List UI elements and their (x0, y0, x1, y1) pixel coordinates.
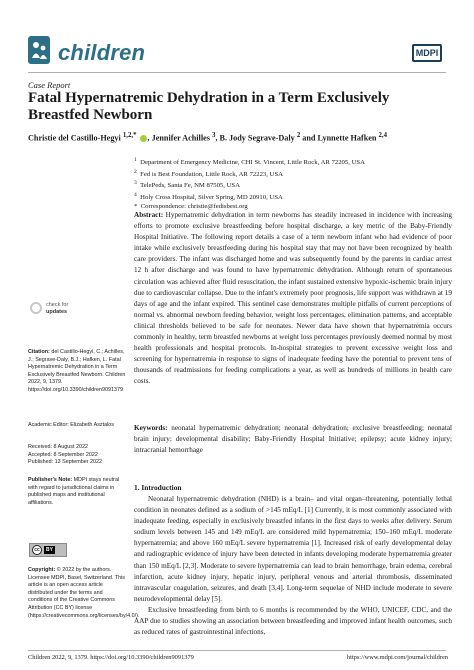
journal-name[interactable]: children (58, 40, 146, 65)
copyright-block: Copyright: © 2022 by the authors. Licensee MDPI, Basel, Switzerland. This article is an open access article distributed under the terms and conditions of the Creative Commons Attribution (CC BY) license (https://creativecommons.org/licenses/by/4.0/). (28, 567, 140, 619)
check-for-updates-icon[interactable] (30, 302, 42, 314)
author-affil-sup: 2 (296, 132, 301, 139)
paragraph: Exclusive breastfeeding from birth to 6 months is recommended by the WHO, UNICEF, CDC, and the AAP due to studies showing an association between breastfeeding and improved infant health outcomes, such as reduced rates of gastrointestinal infections, (134, 605, 452, 637)
mdpi-logo[interactable]: MDPI (412, 44, 442, 62)
introduction-body (134, 494, 452, 638)
publisher-note: Publisher's Note: MDPI stays neutral with regard to jurisdictional claims in published maps and institutional affiliations. (28, 477, 120, 506)
section-heading: 1. Introduction (134, 483, 182, 492)
author-list: Christie del Castillo-Hegyi $^{1,2,*}$ , Jennifer Achilles $^3$, B. Jody Segrave-Daly $^2$ and Lynnette Hafken $^{2,4}$ (28, 132, 388, 143)
article-type: Case Report (28, 80, 71, 90)
accepted-date: Accepted: 8 September 2022 (28, 451, 98, 458)
author-name[interactable]: Jennifer Achilles (151, 133, 210, 143)
abstract (134, 210, 452, 388)
keywords-text: neonatal hypernatremic dehydration; neonatal dehydration; exclusive breastfeeding; neonatal brain injury; developmental disability; Baby-Friendly Hospital Initiative; epilepsy; acute kidney injury; intracranial hemorrhage (134, 424, 453, 455)
article-title: Fatal Hypernatremic Dehydration in a Term Exclusively Breastfed Newborn (28, 90, 390, 123)
dates-block (28, 444, 128, 467)
cc-by-license-badge[interactable] (29, 543, 67, 557)
check-for-updates-badge[interactable]: check for updates (46, 302, 69, 315)
affiliation-item: $^3$ TelePeds, Santa Fe, NM 87505, USA (134, 180, 240, 190)
cc-icon: cc (32, 545, 42, 555)
correspondence: * Correspondence: christie@fedisbest.org (134, 202, 248, 210)
author-name[interactable]: B. Jody Segrave-Daly (219, 133, 295, 143)
citation-block (28, 349, 128, 395)
footer-journal-link[interactable]: https://www.mdpi.com/journal/children (346, 654, 448, 661)
header-divider (28, 72, 446, 73)
keywords-label: Keywords: (134, 424, 168, 432)
affiliation-item: $^2$ Fed is Best Foundation, Little Rock, AR 72223, USA (134, 168, 283, 178)
citation-text: del Castillo-Hegyi, C.; Achilles, J.; Segrave-Daly, B.J.; Hafken, L. Fatal Hypernatremic Dehydration in a Term Exclusively Breastfed Newborn. Children 2022, 9, 1379. https://doi.org/10.3390/children9091379 (28, 349, 126, 393)
author-name[interactable]: Christie del Castillo-Hegyi (28, 133, 121, 143)
affiliation-item: $^1$ Department of Emergency Medicine, CHI St. Vincent, Little Rock, AR 72205, USA (134, 157, 365, 167)
paragraph: Neonatal hypernatremic dehydration (NHD) is a brain– and vital organ–threatening, potentially lethal condition in neonates defined as a sodium of >145 mEq/L [1] Currently, it is most commonly associated with inadequate feeding, especially in exclusively breastfed infants in the first days to weeks after delivery. Serum sodium levels between 145 and 149 mEq/L are considered mild hypernatremia; 150–160 mEq/L moderate hypernatremia; and above 160 mEq/L severe hypernatremia [1]. Increased risk of early developmental delay and radiographic evidence of injury have been detected in infants developing moderate hypernatremia greater than 150 mEq/L [2,3]. Moderate to severe hypernatremia can lead to brain hemorrhage, brain edema, cerebral infarction, acute kidney injury, hepatic injury, peripheral venous and arterial thrombosis, disseminated intravascular coagulation, seizures, and death [3,4]. Long-term sequelae of NHD include moderate to severe neurodevelopmental delay [5]. (134, 495, 452, 603)
author-name[interactable]: Lynnette Hafken (317, 133, 377, 143)
abstract-label: Abstract: (134, 211, 164, 219)
orcid-icon[interactable] (140, 135, 147, 142)
author-affil-sup: 3 (211, 132, 216, 139)
published-date: Published: 13 September 2022 (28, 459, 103, 466)
abstract-text: Hypernatremic dehydration in term newborns has steadily increased in incidence with increasing efforts to promote exclusive breastfeeding before hospital discharge, a key metric of the Baby-Friendly Hospital Initiative. The following report details a case of a term newborn infant who had evidence of poor intake while exclusively breastfeeding during his hospital stay that may not have been recognized by health care providers. The infant was discharged home and was subsequently found by the parents in cardiac arrest 12 h after discharge and was found to have hypernatremic dehydration. Although return of spontaneous circulation was achieved after fluid resuscitation, the infant sustained extensive hypoxic-ischemic brain injury due to cardiovascular collapse. Due to the infant's extremely poor prognosis, life support was withdrawn at 19 days of age and the infant expired. This sentinel case demonstrates multiple pitfalls of current perceptions of normal vs. abnormal newborn feeding behavior, weight loss percentages, elimination patterns, and acceptable clinical thresholds believed to be safe for neonates. Newer data have shown that hypernatremia occurs commonly in healthy, term breastfed newborns at weight loss percentages previously deemed normal by most health professionals and hospital protocols. In-hospital strategies to prevent excessive weight loss and screening for hypernatremia in response to signs of inadequate feeding have the potential to prevent tens of thousands of readmissions for feeding complications a year, as well as hundreds of millions in health care costs. (134, 211, 453, 386)
by-icon: BY (46, 547, 53, 553)
author-affil-sup: 1,2,* (122, 132, 137, 139)
received-date: Received: 8 August 2022 (28, 444, 88, 450)
footer-divider (28, 650, 446, 651)
author-affil-sup: 2,4 (378, 132, 388, 139)
citation-label: Citation: (28, 349, 50, 355)
affiliations (134, 156, 454, 211)
affiliation-item: $^4$ Holy Cross Hospital, Silver Spring, MD 20910, USA (134, 192, 283, 202)
academic-editor: Academic Editor: Elizabeth Asztalos (28, 422, 114, 428)
keywords (134, 423, 452, 456)
children-journal-icon (28, 36, 50, 64)
footer-citation[interactable]: Children 2022, 9, 1379. https://doi.org/10.3390/children9091379 (28, 654, 194, 661)
